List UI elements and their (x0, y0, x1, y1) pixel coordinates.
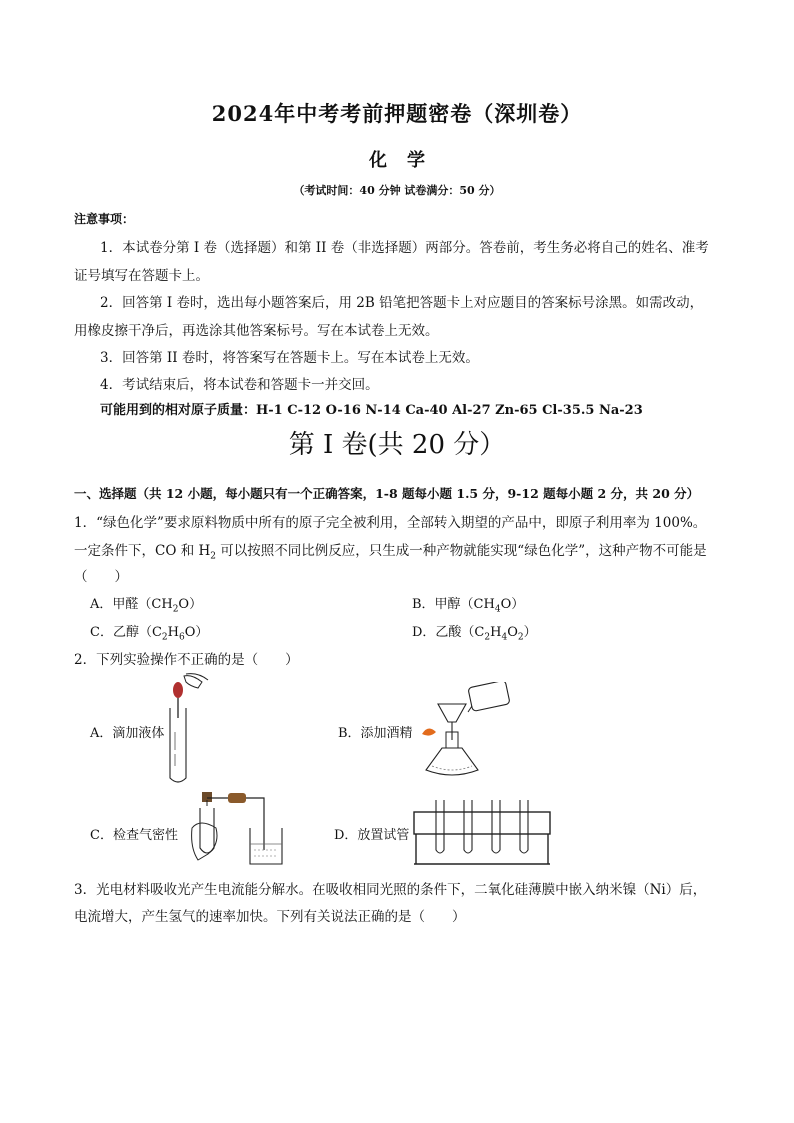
note-item-4: 4．考试结束后，将本试卷和答题卡一并交回。 (100, 377, 379, 393)
option-text: H (490, 625, 502, 640)
page-title: 2024年中考考前押题密卷（深圳卷） (211, 101, 583, 126)
atomic-masses: 可能用到的相对原子质量：H-1 C-12 O-16 N-14 Ca-40 Al-27 Zn-65 Cl-35.5 Na-23 (100, 403, 643, 418)
option-subscript: 2 (517, 632, 524, 643)
q3-line-1: 3．光电材料吸收光产生电流能分解水。在吸收相同光照的条件下，二氧化硅薄膜中嵌入纳米镍（Ni）后， (74, 882, 707, 898)
note-item-2-line-1: 2．回答第 I 卷时，选出每小题答案后，用 2B 铅笔把答题卡上对应题目的答案标号涂黑。如需改动， (100, 295, 704, 311)
note-item-2-line-2: 用橡皮擦干净后，再选涂其他答案标号。写在本试卷上无效。 (74, 323, 439, 339)
option-subscript: 6 (178, 632, 185, 643)
alcohol-lamp-illustration-icon (412, 682, 512, 782)
option-text: A．甲醛（CH (90, 597, 173, 612)
note-item-1-line-1: 1．本试卷分第 I 卷（选择题）和第 II 卷（非选择题）两部分。答卷前，考生务必将自己的姓名、准考 (100, 240, 709, 256)
q1-line-2 (74, 539, 707, 562)
q1-option-a[interactable] (90, 593, 202, 615)
option-text: B．甲醇（CH (412, 597, 495, 612)
option-subscript: 2 (484, 632, 491, 643)
option-text: O） (178, 597, 203, 612)
notes-heading: 注意事项： (74, 212, 135, 226)
q1-text: 可以按照不同比例反应，只生成一种产物就能实现“绿色化学”，这种产物不可能是 (216, 543, 707, 559)
option-text: ） (523, 625, 537, 640)
q2-option-b-label[interactable]: B．添加酒精 (338, 726, 413, 741)
option-text: H (167, 625, 179, 640)
option-subscript: 4 (494, 604, 501, 615)
option-subscript: 2 (172, 604, 179, 615)
q1-line-1: 1．“绿色化学”要求原料物质中所有的原子完全被利用，全部转入期望的产品中，即原子利用率为 100%。 (74, 515, 707, 531)
q1-subscript: 2 (210, 551, 216, 562)
exam-info: （考试时间：40 分钟 试卷满分：50 分） (293, 184, 501, 197)
option-subscript: 2 (161, 632, 168, 643)
q1-option-b[interactable] (412, 593, 524, 615)
q1-line-3: （ ） (74, 569, 128, 585)
option-text: O (507, 625, 518, 640)
option-subscript: 4 (501, 632, 508, 643)
q2-option-a-label[interactable]: A．滴加液体 (90, 726, 165, 741)
q2-stem: 2．下列实验操作不正确的是（ ） (74, 652, 299, 668)
q1-option-c[interactable] (90, 621, 208, 643)
note-item-1-line-2: 证号填写在答题卡上。 (74, 268, 209, 284)
q2-option-d-label[interactable]: D．放置试管 (334, 828, 410, 843)
subject-title: 化学 (369, 150, 445, 171)
test-tube-rack-illustration-icon (412, 792, 554, 868)
section-title: 第 I 卷(共 20 分） (288, 430, 506, 460)
part1-heading: 一、选择题（共 12 小题，每小题只有一个正确答案，1-8 题每小题 1.5 分，9-12 题每小题 2 分，共 20 分） (74, 486, 700, 501)
option-text: O） (184, 625, 209, 640)
airtightness-illustration-icon (190, 788, 300, 870)
q1-option-d[interactable] (412, 621, 537, 643)
option-text: D．乙酸（C (412, 625, 485, 640)
option-text: C．乙醇（C (90, 625, 162, 640)
note-item-3: 3．回答第 II 卷时，将答案写在答题卡上。写在本试卷上无效。 (100, 350, 479, 366)
q1-text: 一定条件下，CO 和 H (74, 543, 211, 559)
q3-line-2: 电流增大，产生氢气的速率加快。下列有关说法正确的是（ ） (74, 909, 466, 925)
q2-option-c-label[interactable]: C．检查气密性 (90, 828, 178, 843)
dropper-illustration-icon (162, 670, 212, 785)
option-text: O） (500, 597, 525, 612)
